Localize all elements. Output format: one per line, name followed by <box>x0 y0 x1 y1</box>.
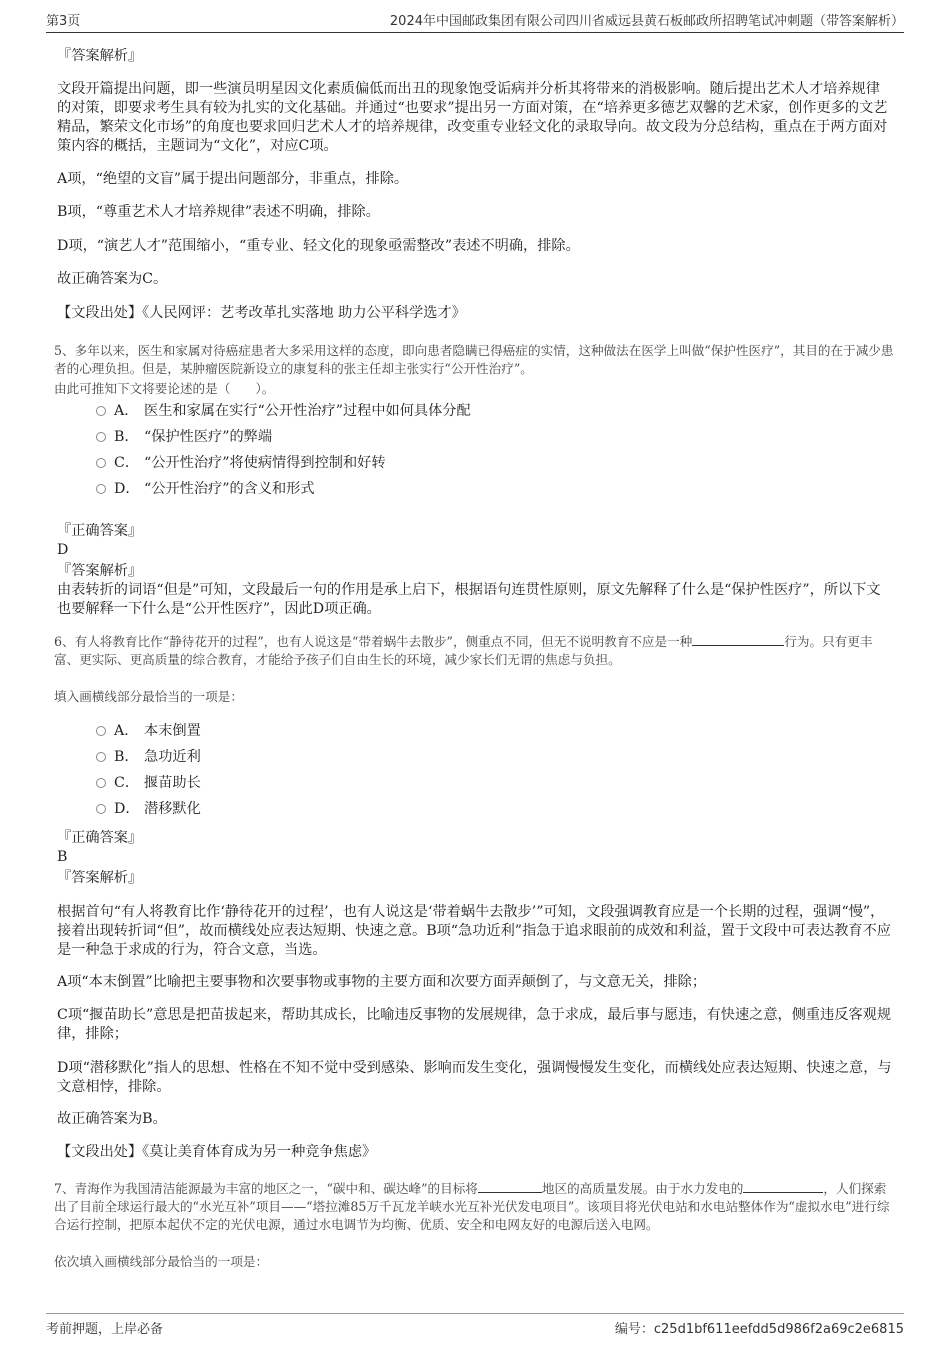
q6-correct-answer: B <box>57 849 68 865</box>
q7-stem: 7、青海作为我国清洁能源最为丰富的地区之一，“碳中和、碳达峰”的目标将 地区的高质量发展。由于水力发电的 ，人们探索出了目前全球运行最大的“水光互补”项目——“塔拉滩85万千瓦龙羊峡水光互补光伏发电项目”。该项目将光伏电站和水电站整体作为“虚拟水电”进行综合运行控制，把原本起伏不定的光伏电源，通过水电调节为均衡、优质、安全和电网友好的电源后送入电网。 <box>54 1181 890 1232</box>
q6-conclusion: 故正确答案为B。 <box>57 1111 167 1127</box>
document-title: 2024年中国邮政集团有限公司四川省威远县黄石板邮政所招聘笔试冲刺题（带答案解析） <box>389 14 904 29</box>
q5-stem: 5、多年以来，医生和家属对待癌症患者大多采用这样的态度，即向患者隐瞒已得癌症的实情，这种做法在医学上叫做“保护性医疗”，其目的在于减少患者的心理负担。但是，某肿瘤医院新设立的康复科的张主任却主张实行“公开性治疗”。 <box>54 343 894 376</box>
answer-blank <box>743 1180 823 1193</box>
page-number: 第3页 <box>46 14 81 29</box>
answer-blank <box>478 1180 542 1193</box>
document-id: 编号：c25d1bf611eefdd5d986f2a69c2e6815 <box>614 1322 904 1337</box>
q4-option-a-note: A项，“绝望的文盲”属于提出问题部分，非重点，排除。 <box>57 171 409 187</box>
q4-analysis-text: 文段开篇提出问题，即一些演员明星因文化素质偏低而出丑的现象饱受诟病并分析其将带来的消极影响。随后提出艺术人才培养规律的对策，即要求考生具有较为扎实的文化基础。并通过“也要求”提出另一方面对策，在“培养更多德艺双馨的艺术家，创作更多的文艺精品，繁荣文化市场”的角度也要求回归艺术人才的培养规律，改变重专业轻文化的录取导向。故文段为分总结构，重点在于两方面对策内容的概括，主题词为“文化”，对应C项。 <box>57 81 888 154</box>
q6-analysis-text: 根据首句“有人将教育比作‘静待花开的过程’，也有人说这是‘带着蜗牛去散步’”可知，文段强调教育应是一个长期的过程，强调“慢”，接着出现转折词“但”，故而横线处应表达短期、快速之意。B项“急功近利”指急于追求眼前的成效和利益，置于文段中可表达教育不应是一种急于求成的行为，符合文意，当选。 <box>57 904 891 958</box>
q5-option-d[interactable]: D． “公开性治疗”的含义和形式 <box>96 480 315 499</box>
answer-blank <box>692 633 784 646</box>
q6-question: 填入画横线部分最恰当的一项是： <box>54 689 243 704</box>
radio-button[interactable] <box>96 432 106 442</box>
q4-option-b-note: B项，“尊重艺术人才培养规律”表述不明确，排除。 <box>57 204 380 220</box>
q6-option-a-note: A项“本末倒置”比喻把主要事物和次要事物或事物的主要方面和次要方面弄颠倒了，与文意无关，排除； <box>57 974 707 990</box>
radio-button[interactable] <box>96 726 106 736</box>
q5-question: 由此可推知下文将要论述的是（ ）。 <box>54 381 275 396</box>
q6-source: 【文段出处】《莫让美育体育成为另一种竞争焦虑》 <box>57 1144 377 1160</box>
q6-option-c[interactable]: C． 揠苗助长 <box>96 774 201 793</box>
radio-button[interactable] <box>96 752 106 762</box>
q5-option-b[interactable]: B． “保护性医疗”的弊端 <box>96 428 272 447</box>
q5-correct-label: 『正确答案』 <box>57 523 143 539</box>
q7-question: 依次填入画横线部分最恰当的一项是： <box>54 1254 269 1269</box>
q6-stem: 6、有人将教育比作“静待花开的过程”，也有人说这是“带着蜗牛去散步”，侧重点不同，但无不说明教育不应是一种 行为。只有更丰富、更实际、更高质量的综合教育，才能给予孩子们自由生长的环境，减少家长们无谓的焦虑与负担。 <box>54 634 873 667</box>
radio-button[interactable] <box>96 804 106 814</box>
q6-option-c-note: C项“揠苗助长”意思是把苗拔起来，帮助其成长，比喻违反事物的发展规律，急于求成，最后事与愿违，有快速之意，侧重违反客观规律，排除； <box>57 1007 892 1042</box>
q4-analysis-label: 『答案解析』 <box>57 48 143 64</box>
footer-slogan: 考前押题，上岸必备 <box>46 1322 164 1337</box>
radio-button[interactable] <box>96 484 106 494</box>
q5-option-c[interactable]: C． “公开性治疗”将使病情得到控制和好转 <box>96 454 386 473</box>
q5-correct-answer: D <box>57 542 69 558</box>
q6-option-d[interactable]: D． 潜移默化 <box>96 800 201 819</box>
q4-source: 【文段出处】《人民网评：艺考改革扎实落地 助力公平科学选才》 <box>57 305 466 321</box>
radio-button[interactable] <box>96 458 106 468</box>
radio-button[interactable] <box>96 778 106 788</box>
q5-option-a[interactable]: A． 医生和家属在实行“公开性治疗”过程中如何具体分配 <box>96 402 471 421</box>
page-header <box>46 10 904 33</box>
radio-button[interactable] <box>96 406 106 416</box>
page-footer <box>46 1313 904 1336</box>
q5-analysis-text: 由表转折的词语“但是”可知，文段最后一句的作用是承上启下，根据语句连贯性原则，原文先解释了什么是“保护性医疗”，所以下文也要解释一下什么是“公开性医疗”，因此D项正确。 <box>57 582 881 617</box>
q6-analysis-label: 『答案解析』 <box>57 870 143 886</box>
q4-option-d-note: D项，“演艺人才”范围缩小，“重专业、轻文化的现象亟需整改”表述不明确，排除。 <box>57 238 580 254</box>
q6-option-b[interactable]: B． 急功近利 <box>96 748 201 767</box>
q6-option-a[interactable]: A． 本末倒置 <box>96 722 201 741</box>
q5-analysis-label: 『答案解析』 <box>57 563 143 579</box>
q6-correct-label: 『正确答案』 <box>57 830 143 846</box>
q4-conclusion: 故正确答案为C。 <box>57 271 168 287</box>
q6-option-d-note: D项“潜移默化”指人的思想、性格在不知不觉中受到感染、影响而发生变化，强调慢慢发生变化，而横线处应表达短期、快速之意，与文意相悖，排除。 <box>57 1060 892 1095</box>
